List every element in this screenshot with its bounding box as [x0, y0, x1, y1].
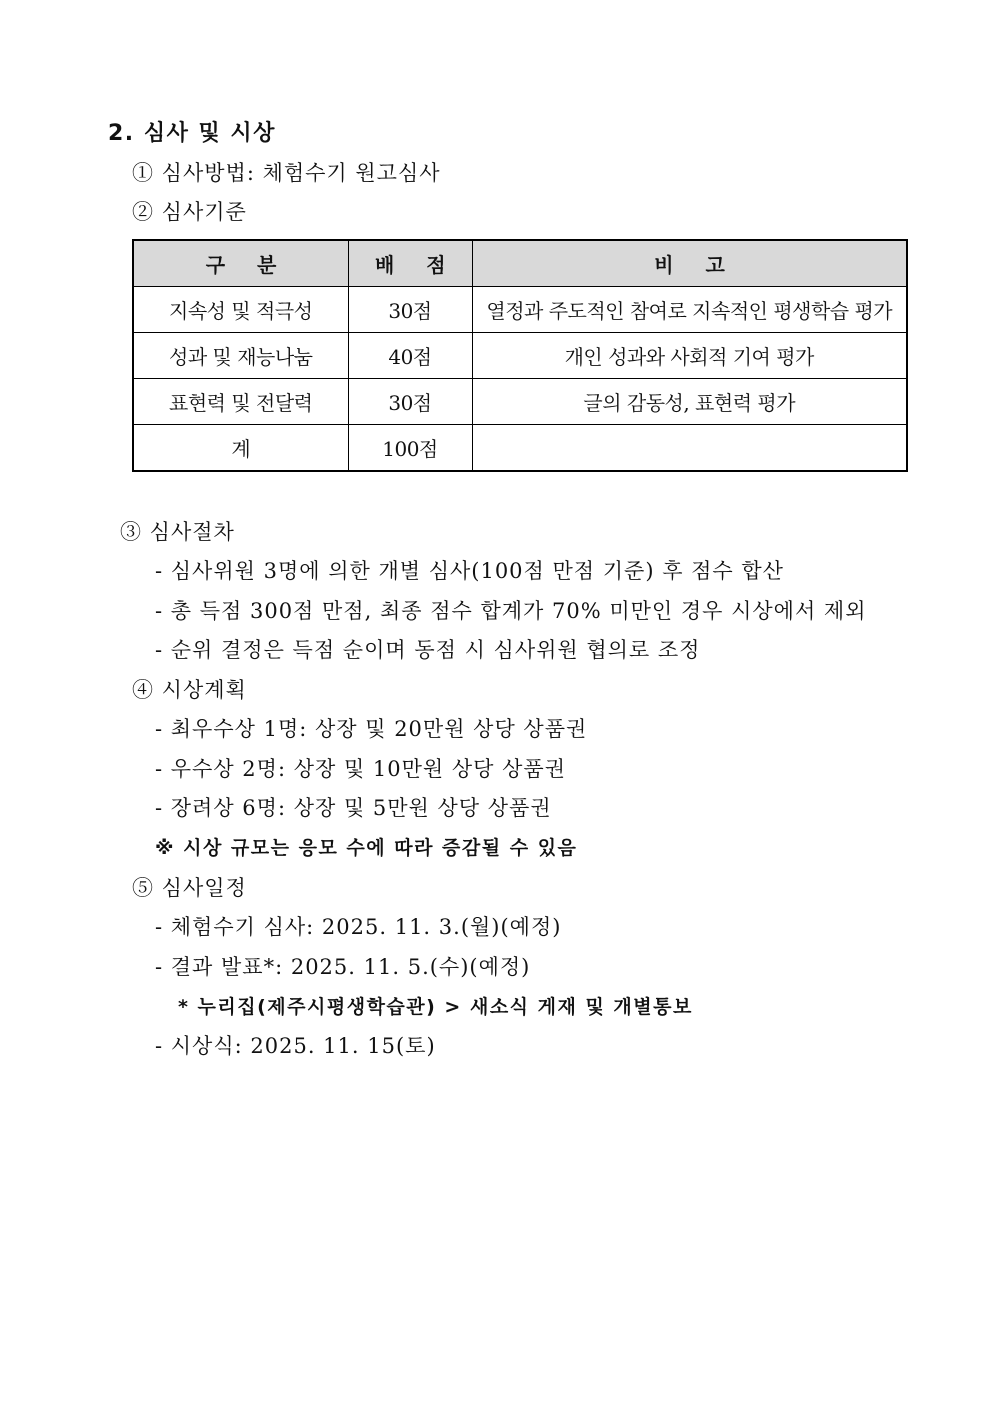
schedule-title: ⑤ 심사일정 — [132, 876, 247, 900]
schedule-result: - 결과 발표*: 2025. 11. 5.(수)(예정) — [155, 955, 531, 979]
procedure-item: - 순위 결정은 득점 순이며 동점 시 심사위원 협의로 조정 — [155, 638, 701, 662]
cell-remarks: 글의 감동성, 표현력 평가 — [472, 379, 907, 425]
cell-category: 성과 및 재능나눔 — [133, 333, 348, 379]
cell-total-remarks — [472, 425, 907, 472]
table-row — [133, 379, 907, 425]
award-item: - 최우수상 1명: 상장 및 20만원 상당 상품권 — [155, 717, 588, 741]
section-title: 2. 심사 및 시상 — [108, 121, 276, 146]
cell-remarks: 개인 성과와 사회적 기여 평가 — [472, 333, 907, 379]
criteria-table — [132, 239, 908, 472]
cell-total-score: 100점 — [348, 425, 472, 472]
cell-remarks: 열정과 주도적인 참여로 지속적인 평생학습 평가 — [472, 287, 907, 333]
cell-total-label: 계 — [133, 425, 348, 472]
cell-category: 지속성 및 적극성 — [133, 287, 348, 333]
table-header-row — [133, 240, 907, 287]
review-criteria-title: ② 심사기준 — [132, 200, 247, 224]
cell-score: 40점 — [348, 333, 472, 379]
schedule-ceremony: - 시상식: 2025. 11. 15(토) — [155, 1034, 436, 1058]
awards-note: ※ 시상 규모는 응모 수에 따라 증감될 수 있음 — [155, 837, 578, 859]
award-item: - 우수상 2명: 상장 및 10만원 상당 상품권 — [155, 757, 566, 781]
awards-title: ④ 시상계획 — [132, 678, 247, 702]
header-score: 배 점 — [348, 240, 472, 287]
procedure-title: ③ 심사절차 — [120, 520, 235, 544]
table-total-row — [133, 425, 907, 472]
schedule-review: - 체험수기 심사: 2025. 11. 3.(월)(예정) — [155, 915, 562, 939]
award-item: - 장려상 6명: 상장 및 5만원 상당 상품권 — [155, 796, 552, 820]
cell-score: 30점 — [348, 287, 472, 333]
header-remarks: 비 고 — [472, 240, 907, 287]
procedure-item: - 총 득점 300점 만점, 최종 점수 합계가 70% 미만인 경우 시상에서 제외 — [155, 599, 867, 623]
table-row — [133, 287, 907, 333]
table-row — [133, 333, 907, 379]
cell-category: 표현력 및 전달력 — [133, 379, 348, 425]
review-method: ① 심사방법: 체험수기 원고심사 — [132, 161, 441, 185]
schedule-result-note: * 누리집(제주시평생학습관) > 새소식 게재 및 개별통보 — [178, 996, 693, 1018]
procedure-item: - 심사위원 3명에 의한 개별 심사(100점 만점 기준) 후 점수 합산 — [155, 559, 784, 583]
cell-score: 30점 — [348, 379, 472, 425]
header-category: 구 분 — [133, 240, 348, 287]
